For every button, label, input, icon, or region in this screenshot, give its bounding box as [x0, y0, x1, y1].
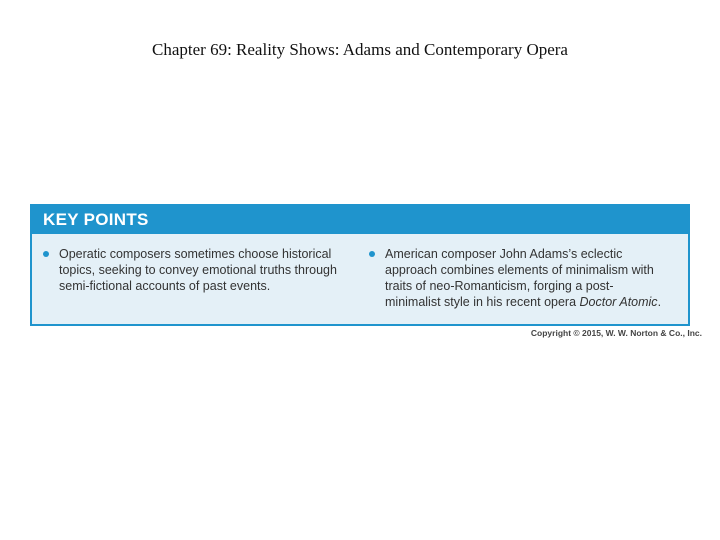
- bullet-icon: [369, 251, 375, 257]
- key-points-box: [30, 204, 690, 326]
- bullet-icon: [43, 251, 49, 257]
- key-point-emphasis: Doctor Atomic: [579, 295, 658, 309]
- key-points-heading: KEY POINTS: [32, 206, 688, 234]
- key-point-text-after: .: [657, 295, 662, 309]
- key-point-item: [43, 246, 363, 294]
- copyright-notice: Copyright © 2015, W. W. Norton & Co., Inc.: [530, 328, 702, 338]
- key-point-text-before: American composer John Adams’s eclectic approach combines elements of minimalism with traits of neo-Romanticism, forging a post-minimalist style in his recent opera: [385, 247, 654, 309]
- key-point-text: Operatic composers sometimes choose historical topics, seeking to convey emotional truths through semi-fictional accounts of past events.: [59, 247, 337, 293]
- key-point-text: [385, 246, 669, 310]
- slide-title: Chapter 69: Reality Shows: Adams and Contemporary Opera: [152, 40, 568, 59]
- key-point-item: [369, 246, 669, 310]
